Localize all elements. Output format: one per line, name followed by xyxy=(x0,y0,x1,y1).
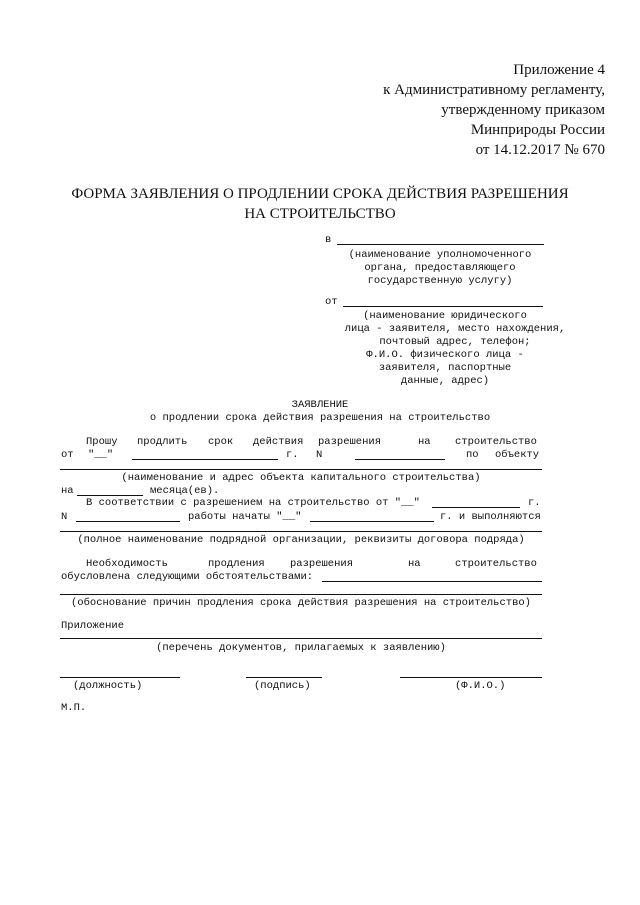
work-start-date-line[interactable] xyxy=(310,521,434,522)
request-word: действия xyxy=(253,436,304,448)
signature-line[interactable] xyxy=(246,677,322,678)
performed-label: г. и выполняются xyxy=(440,511,541,523)
request-word: на xyxy=(418,436,431,448)
reason-hint: (обоснование причин продления срока действия разрешения на строительство) xyxy=(71,597,531,609)
date-quote: "__" xyxy=(88,449,114,461)
position-line[interactable] xyxy=(60,677,180,678)
na-label: на xyxy=(61,485,74,497)
accordance-year: г. xyxy=(528,497,541,509)
conditions-line-2[interactable] xyxy=(60,594,542,595)
fio-line[interactable] xyxy=(400,677,542,678)
conditions-line-1[interactable] xyxy=(322,581,542,582)
form-title-line2: НА СТРОИТЕЛЬСТВО xyxy=(244,206,396,222)
from-hint-2: лица - заявителя, место нахождения, xyxy=(344,323,566,335)
conditioned-label: обусловлена следующими обстоятельствами: xyxy=(61,571,314,583)
number-label: N xyxy=(316,449,323,461)
from-hint-1: (наименование юридического xyxy=(363,310,527,322)
request-word: продлить xyxy=(137,436,188,448)
object-hint: (наименование и адрес объекта капитального строительства) xyxy=(121,472,481,484)
fio-hint: (Ф.И.О.) xyxy=(455,680,506,692)
request-word: строительство xyxy=(455,436,537,448)
necessity-word: разрешения xyxy=(290,558,354,570)
from-hint-5: заявителя, паспортные xyxy=(378,362,512,374)
header-ministry: Минприроды России xyxy=(470,122,605,138)
header-appendix: Приложение 4 xyxy=(513,62,605,78)
request-word: разрешения xyxy=(318,436,382,448)
header-regulation: к Административному регламенту, xyxy=(383,82,605,98)
permit-n-line[interactable] xyxy=(76,521,180,522)
accordance-text: В соответствии с разрешением на строительство от "__" xyxy=(86,497,420,509)
from-hint-4: Ф.И.О. физического лица - xyxy=(366,349,524,361)
documents-hint: (перечень документов, прилагаемых к заявлению) xyxy=(156,642,446,654)
documents-line[interactable] xyxy=(60,638,542,639)
permit-number-line[interactable] xyxy=(355,459,445,460)
statement-subheading: о продлении срока действия разрешения на строительство xyxy=(149,412,491,424)
position-hint: (должность) xyxy=(73,680,143,692)
from-label: от xyxy=(61,449,74,461)
request-word: срок xyxy=(208,436,234,448)
statement-heading: ЗАЯВЛЕНИЕ xyxy=(291,399,349,411)
n-label: N xyxy=(61,511,68,523)
from-field-line[interactable] xyxy=(343,306,543,307)
to-hint-3: государственную услугу) xyxy=(367,275,513,287)
permit-date-line[interactable] xyxy=(132,459,278,460)
to-field-line[interactable] xyxy=(337,244,544,245)
year-label: г. xyxy=(286,449,299,461)
object-label: объекту xyxy=(495,449,540,461)
necessity-word: Необходимость xyxy=(86,558,168,570)
header-order-date: от 14.12.2017 № 670 xyxy=(475,142,605,158)
request-word: Прошу xyxy=(86,436,118,448)
signature-hint: (подпись) xyxy=(254,680,311,692)
necessity-word: продления xyxy=(208,558,265,570)
to-prefix: в xyxy=(325,234,332,246)
object-line[interactable] xyxy=(60,469,542,470)
to-hint-1: (наименование уполномоченного xyxy=(348,249,532,261)
accordance-date-line[interactable] xyxy=(432,507,520,508)
appendix-label: Приложение xyxy=(61,620,125,632)
stamp-label: М.П. xyxy=(61,702,87,714)
po-label: по xyxy=(466,449,479,461)
work-started-label: работы начаты "__" xyxy=(188,511,302,523)
contractor-line[interactable] xyxy=(60,531,542,532)
from-prefix: от xyxy=(325,296,338,308)
months-line[interactable] xyxy=(77,495,143,496)
form-title-line1: ФОРМА ЗАЯВЛЕНИЯ О ПРОДЛЕНИИ СРОКА ДЕЙСТВИЯ РАЗРЕШЕНИЯ xyxy=(71,186,569,202)
header-approved: утвержденному приказом xyxy=(441,102,605,118)
from-hint-3: почтовый адрес, телефон; xyxy=(379,336,531,348)
contractor-hint: (полное наименование подрядной организации, реквизиты договора подряда) xyxy=(77,534,525,546)
necessity-word: на xyxy=(408,558,421,570)
months-label: месяца(ев). xyxy=(150,485,220,497)
from-hint-6: данные, адрес) xyxy=(400,375,490,387)
necessity-word: строительство xyxy=(455,558,537,570)
to-hint-2: органа, предоставляющего xyxy=(364,262,516,274)
